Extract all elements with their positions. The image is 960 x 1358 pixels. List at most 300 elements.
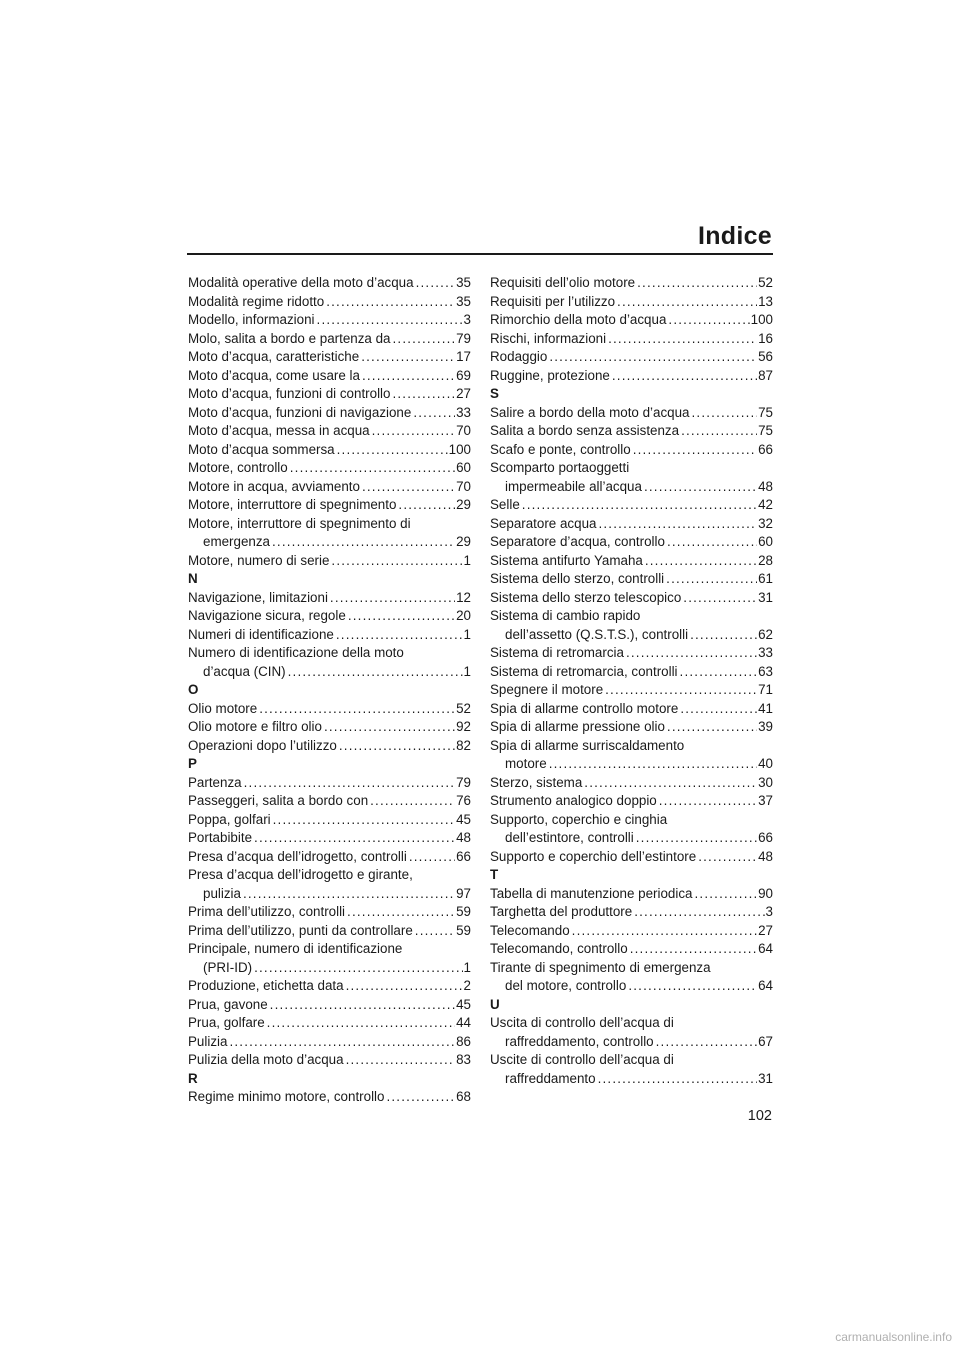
index-entry-page: 37: [758, 793, 773, 808]
index-entry: [188, 626, 471, 645]
index-entry-page: 70: [456, 423, 471, 438]
index-entry-page: 92: [456, 719, 471, 734]
dot-leader: [612, 367, 757, 386]
index-entry: [490, 496, 773, 515]
index-entry-page: 48: [758, 848, 773, 864]
index-entry-page: 61: [758, 571, 773, 586]
index-entry-label: Spia di allarme surriscaldamento: [490, 737, 685, 753]
index-letter-heading: R: [188, 1070, 198, 1086]
index-entry-label: Moto d’acqua, caratteristiche: [188, 349, 360, 364]
index-entry-label: Presa d’acqua dell’idrogetto e girante,: [188, 867, 413, 882]
index-entry: [490, 459, 773, 496]
index-entry: [188, 367, 471, 386]
index-entry-page: 63: [758, 663, 773, 679]
index-entry: [490, 422, 773, 441]
index-entry-label: Spia di allarme controllo motore: [490, 700, 679, 716]
index-entry-page: 60: [758, 534, 773, 549]
index-entry: [188, 293, 471, 312]
index-entry-page: 100: [448, 441, 471, 457]
index-entry: [490, 922, 773, 941]
index-entry: [188, 459, 471, 478]
dot-leader: [362, 367, 455, 386]
index-entry-label: Supporto e coperchio dell’estintore: [490, 848, 697, 864]
dot-leader: [415, 922, 455, 941]
index-entry: [490, 848, 773, 867]
index-letter-heading: N: [188, 571, 198, 586]
index-entry-label: Principale, numero di identificazione: [188, 941, 403, 956]
dot-leader: [337, 441, 448, 460]
index-entry-label: Motore, numero di serie: [188, 552, 330, 568]
index-entry-label: Prua, gavone: [188, 996, 268, 1012]
index-entry-label: Numero di identificazione della moto: [188, 645, 404, 660]
index-entry: [188, 311, 471, 330]
dot-leader: [633, 441, 757, 460]
index-entry-label: Moto d’acqua, messa in acqua: [188, 423, 370, 438]
index-entry-label: dell’assetto (Q.S.T.S.), controlli: [505, 626, 689, 642]
dot-leader: [267, 1014, 455, 1033]
index-entry-page: 27: [456, 386, 471, 401]
index-entry-label: Produzione, etichetta data: [188, 978, 344, 993]
index-entry-label: Targhetta del produttore: [490, 904, 633, 919]
index-entry-label: Moto d’acqua sommersa: [188, 441, 335, 457]
index-entry-page: 87: [758, 367, 773, 383]
index-entry: [490, 644, 773, 663]
index-entry-page: 45: [456, 996, 471, 1012]
index-entry-label: Supporto, coperchio e cinghia: [490, 811, 668, 827]
index-entry-label: del motore, controllo: [505, 978, 627, 993]
index-entry-label: Scafo e ponte, controllo: [490, 441, 631, 457]
index-entry-page: 1: [463, 663, 471, 679]
dot-leader: [339, 737, 455, 756]
dot-leader: [386, 1088, 455, 1107]
page-title: Indice: [697, 222, 772, 250]
index-entry-page: 28: [758, 552, 773, 568]
index-entry-page: 75: [758, 404, 773, 420]
dot-leader: [681, 422, 757, 441]
index-entry: [188, 848, 471, 867]
index-entry-label: Modalità regime ridotto: [188, 293, 325, 309]
index-entry-page: 29: [456, 497, 471, 512]
index-entry-label: Pulizia: [188, 1033, 228, 1049]
index-entry-page: 64: [758, 978, 773, 993]
index-entry-page: 20: [456, 608, 471, 623]
index-entry-label: motore: [505, 756, 547, 771]
dot-leader: [667, 533, 757, 552]
dot-leader: [630, 940, 757, 959]
index-entry: [490, 1014, 773, 1051]
dot-leader: [698, 848, 757, 867]
index-entry: [188, 1014, 471, 1033]
index-entry-label: Spia di allarme pressione olio: [490, 719, 665, 734]
index-entry: [490, 552, 773, 571]
index-entry-label: Navigazione sicura, regole: [188, 608, 346, 623]
dot-leader: [584, 774, 757, 793]
dot-leader: [598, 1070, 758, 1089]
index-entry-label: Poppa, golfari: [188, 811, 271, 827]
index-entry-page: 100: [750, 312, 773, 327]
index-entry: [490, 311, 773, 330]
dot-leader: [398, 496, 455, 515]
dot-leader: [636, 829, 757, 848]
index-entry: [490, 903, 773, 922]
dot-leader: [522, 496, 757, 515]
index-entry-page: 75: [758, 423, 773, 438]
index-entry-page: 48: [758, 478, 773, 494]
index-entry-label: Sistema dello sterzo telescopico: [490, 589, 682, 605]
index-entry-label: Telecomando, controllo: [490, 941, 628, 956]
index-entry-label: Uscita di controllo dell’acqua di: [490, 1015, 674, 1030]
index-entry: [188, 496, 471, 515]
index-entry-label: (PRI-ID): [203, 959, 253, 975]
dot-leader: [229, 1033, 455, 1052]
index-entry-page: 30: [758, 774, 773, 790]
index-entry-page: 39: [758, 719, 773, 734]
dot-leader: [324, 718, 455, 737]
index-entry: [490, 959, 773, 996]
index-entry-label: Ruggine, protezione: [490, 367, 610, 383]
index-entry-page: 83: [456, 1052, 471, 1067]
index-entry-page: 1: [463, 626, 471, 642]
index-entry-page: 41: [758, 700, 773, 716]
index-entry: [188, 996, 471, 1015]
index-entry-page: 31: [758, 1070, 773, 1086]
index-entry: [188, 922, 471, 941]
dot-leader: [608, 330, 757, 349]
index-entry-label: Partenza: [188, 774, 242, 790]
index-entry: [188, 1033, 471, 1052]
index-entry-label: Presa d’acqua dell’idrogetto, controlli: [188, 848, 407, 864]
index-entry-label: Sterzo, sistema: [490, 774, 583, 790]
index-entry: [188, 607, 471, 626]
index-letter-heading: O: [188, 682, 199, 697]
index-entry: [188, 422, 471, 441]
index-column-right: [490, 274, 773, 1088]
index-entry-label: Selle: [490, 497, 520, 512]
dot-leader: [331, 552, 462, 571]
index-entry-page: 59: [456, 922, 471, 938]
index-entry-page: 79: [456, 774, 471, 790]
index-entry-label: Uscite di controllo dell’acqua di: [490, 1052, 674, 1067]
index-entry-page: 33: [758, 645, 773, 660]
index-entry-page: 3: [463, 312, 471, 327]
index-entry: [490, 700, 773, 719]
index-entry-label: raffreddamento: [505, 1070, 596, 1086]
index-entry: [188, 441, 471, 460]
index-entry-label: Modello, informazioni: [188, 312, 315, 327]
index-entry-page: 66: [758, 830, 773, 845]
index-entry-label: d’acqua (CIN): [203, 663, 286, 679]
page-number: 102: [747, 1108, 772, 1124]
index-entry: [188, 1088, 471, 1107]
index-entry: [490, 663, 773, 682]
index-entry-label: Sistema di retromarcia: [490, 645, 624, 660]
index-entry-page: 17: [456, 349, 471, 364]
index-entry-page: 62: [758, 626, 773, 642]
dot-leader: [549, 348, 757, 367]
index-entry: [188, 903, 471, 922]
index-entry: [490, 811, 773, 848]
index-entry-page: 31: [758, 589, 773, 605]
index-entry: [188, 977, 471, 996]
dot-leader: [416, 274, 456, 293]
index-entry: [188, 1051, 471, 1070]
index-letter-heading: P: [188, 756, 197, 771]
dot-leader: [347, 903, 455, 922]
index-entry-label: Olio motore e filtro olio: [188, 719, 322, 734]
dot-leader: [392, 330, 455, 349]
index-entry-page: 32: [758, 515, 773, 531]
index-entry-label: Moto d’acqua, come usare la: [188, 367, 360, 383]
dot-leader: [346, 977, 463, 996]
index-entry: [490, 940, 773, 959]
index-entry: [188, 478, 471, 497]
watermark-text: carmanualsonline.info: [835, 1330, 952, 1344]
dot-leader: [617, 293, 757, 312]
dot-leader: [336, 626, 463, 645]
index-entry-page: 2: [463, 978, 471, 993]
index-entry: [490, 589, 773, 608]
index-entry: [188, 515, 471, 552]
dot-leader: [254, 829, 455, 848]
index-entry-label: Salita a bordo senza assistenza: [490, 423, 680, 438]
index-entry-label: Sistema di cambio rapido: [490, 608, 641, 623]
index-entry-label: Prima dell’utilizzo, punti da controllare: [188, 922, 413, 938]
index-entry: [490, 570, 773, 589]
index-entry: [188, 644, 471, 681]
dot-leader: [692, 404, 758, 423]
dot-leader: [598, 515, 757, 534]
index-entry-page: 76: [456, 793, 471, 808]
index-entry: [490, 885, 773, 904]
index-entry-page: 70: [456, 478, 471, 494]
dot-leader: [270, 996, 455, 1015]
dot-leader: [317, 311, 463, 330]
index-entry-label: Rimorchio della moto d’acqua: [490, 312, 667, 327]
dot-leader: [683, 589, 757, 608]
index-entry-label: Moto d’acqua, funzioni di navigazione: [188, 404, 412, 420]
dot-leader: [346, 1051, 456, 1070]
index-entry-page: 35: [456, 275, 471, 290]
index-entry-page: 79: [456, 330, 471, 346]
index-entry: [490, 718, 773, 737]
index-entry-page: 59: [456, 904, 471, 919]
index-entry-page: 40: [758, 756, 773, 771]
index-entry-label: Moto d’acqua, funzioni di controllo: [188, 386, 391, 401]
dot-leader: [370, 792, 455, 811]
index-entry-page: 27: [758, 922, 773, 938]
index-column-left: [188, 274, 471, 1107]
dot-leader: [667, 718, 757, 737]
index-letter-heading: T: [490, 867, 499, 882]
index-entry-page: 45: [456, 811, 471, 827]
index-entry: [188, 348, 471, 367]
dot-leader: [572, 922, 757, 941]
index-entry-label: Operazioni dopo l’utilizzo: [188, 737, 337, 753]
index-entry-page: 1: [463, 552, 471, 568]
index-letter-heading: S: [490, 386, 499, 401]
dot-leader: [259, 700, 455, 719]
index-entry-page: 3: [765, 904, 773, 919]
index-entry: [188, 866, 471, 903]
dot-leader: [413, 404, 455, 423]
index-entry-label: Motore, controllo: [188, 460, 288, 475]
dot-leader: [243, 885, 455, 904]
dot-leader: [656, 1033, 757, 1052]
index-entry-label: Tabella di manutenzione periodica: [490, 885, 693, 901]
index-entry-page: 64: [758, 941, 773, 956]
index-entry-page: 1: [463, 959, 471, 975]
dot-leader: [348, 607, 455, 626]
dot-leader: [330, 589, 455, 608]
index-entry-label: Motore in acqua, avviamento: [188, 478, 360, 494]
index-entry-page: 35: [456, 293, 471, 309]
index-entry: [188, 792, 471, 811]
dot-leader: [680, 663, 758, 682]
index-entry-label: Navigazione, limitazioni: [188, 589, 328, 605]
index-entry-page: 52: [758, 275, 773, 290]
dot-leader: [680, 700, 757, 719]
index-entry: [490, 441, 773, 460]
index-entry-page: 66: [758, 441, 773, 457]
dot-leader: [659, 792, 757, 811]
index-entry-label: Strumento analogico doppio: [490, 793, 657, 808]
index-entry-page: 56: [758, 349, 773, 364]
index-entry-page: 52: [456, 700, 471, 716]
index-entry-label: Portabibite: [188, 830, 253, 845]
index-entry-page: 48: [456, 830, 471, 845]
dot-leader: [645, 552, 757, 571]
dot-leader: [637, 274, 757, 293]
header-divider: [187, 253, 773, 255]
index-entry: [188, 404, 471, 423]
index-entry-label: impermeabile all’acqua: [505, 478, 642, 494]
index-entry-page: 69: [456, 367, 471, 383]
dot-leader: [326, 293, 455, 312]
dot-leader: [694, 885, 757, 904]
dot-leader: [244, 774, 455, 793]
index-entry-label: Olio motore: [188, 700, 258, 716]
index-entry: [188, 274, 471, 293]
index-entry-label: Prima dell’utilizzo, controlli: [188, 904, 346, 919]
index-entry-page: 29: [456, 534, 471, 549]
index-entry: [188, 589, 471, 608]
index-entry: [490, 293, 773, 312]
index-entry: [490, 348, 773, 367]
index-entry-label: Scomparto portaoggetti: [490, 460, 630, 475]
dot-leader: [254, 959, 462, 978]
dot-leader: [392, 385, 455, 404]
index-entry-label: dell’estintore, controlli: [505, 830, 634, 845]
index-entry: [490, 774, 773, 793]
index-entry-label: Motore, interruttore di spegnimento: [188, 497, 397, 512]
dot-leader: [644, 478, 757, 497]
index-entry-page: 86: [456, 1033, 471, 1049]
index-entry-page: 12: [456, 589, 471, 605]
dot-leader: [626, 644, 757, 663]
index-entry-label: Tirante di spegnimento di emergenza: [490, 959, 711, 975]
index-entry: [490, 274, 773, 293]
index-entry-page: 71: [758, 682, 773, 697]
index-entry-label: Rischi, informazioni: [490, 330, 607, 346]
index-entry-page: 33: [456, 404, 471, 420]
dot-leader: [273, 811, 455, 830]
index-entry-label: Separatore acqua: [490, 515, 597, 531]
index-entry: [188, 330, 471, 349]
dot-leader: [362, 478, 455, 497]
index-entry-page: 90: [758, 885, 773, 901]
index-entry: [188, 718, 471, 737]
index-entry-label: Regime minimo motore, controllo: [188, 1089, 385, 1104]
index-entry-label: Spegnere il motore: [490, 682, 604, 697]
index-entry-page: 44: [456, 1015, 471, 1030]
index-entry-page: 16: [758, 330, 773, 346]
index-entry: [490, 792, 773, 811]
dot-leader: [628, 977, 757, 996]
index-entry-label: Pulizia della moto d’acqua: [188, 1052, 344, 1067]
index-entry: [490, 607, 773, 644]
index-entry-label: Rodaggio: [490, 349, 548, 364]
index-entry-page: 68: [456, 1089, 471, 1104]
index-entry: [490, 737, 773, 774]
index-entry-label: raffreddamento, controllo: [505, 1033, 654, 1049]
index-entry-page: 66: [456, 848, 471, 864]
index-entry: [188, 737, 471, 756]
index-entry-label: pulizia: [203, 885, 241, 901]
index-entry: [188, 552, 471, 571]
dot-leader: [409, 848, 455, 867]
index-entry: [490, 330, 773, 349]
index-entry: [490, 367, 773, 386]
index-entry-page: 97: [456, 885, 471, 901]
index-entry: [188, 700, 471, 719]
index-entry-label: emergenza: [203, 534, 270, 549]
index-entry-label: Sistema antifurto Yamaha: [490, 552, 643, 568]
index-entry: [188, 829, 471, 848]
index-entry: [490, 515, 773, 534]
index-entry: [188, 940, 471, 977]
dot-leader: [605, 681, 757, 700]
index-entry: [490, 1051, 773, 1088]
index-entry: [490, 533, 773, 552]
index-entry-label: Separatore d’acqua, controllo: [490, 534, 665, 549]
index-entry-label: Motore, interruttore di spegnimento di: [188, 515, 411, 531]
index-entry-page: 13: [758, 293, 773, 309]
index-entry-page: 60: [456, 460, 471, 475]
index-entry-page: 67: [758, 1033, 773, 1049]
dot-leader: [668, 311, 749, 330]
dot-leader: [272, 533, 455, 552]
index-entry-label: Sistema dello sterzo, controlli: [490, 571, 665, 586]
index-entry-label: Modalità operative della moto d’acqua: [188, 275, 414, 290]
dot-leader: [290, 459, 455, 478]
index-entry-label: Numeri di identificazione: [188, 626, 334, 642]
dot-leader: [372, 422, 455, 441]
index-entry-label: Telecomando: [490, 922, 570, 938]
index-entry-label: Molo, salita a bordo e partenza da: [188, 330, 391, 346]
index-entry: [188, 385, 471, 404]
index-entry-label: Passeggeri, salita a bordo con: [188, 793, 369, 808]
index-entry-label: Salire a bordo della moto d’acqua: [490, 404, 690, 420]
dot-leader: [666, 570, 757, 589]
index-entry-label: Sistema di retromarcia, controlli: [490, 663, 678, 679]
index-entry: [188, 774, 471, 793]
index-entry: [188, 811, 471, 830]
dot-leader: [634, 903, 764, 922]
index-entry-page: 82: [456, 737, 471, 753]
index-entry-label: Requisiti per l’utilizzo: [490, 293, 616, 309]
index-entry: [490, 681, 773, 700]
index-entry-page: 42: [758, 497, 773, 512]
